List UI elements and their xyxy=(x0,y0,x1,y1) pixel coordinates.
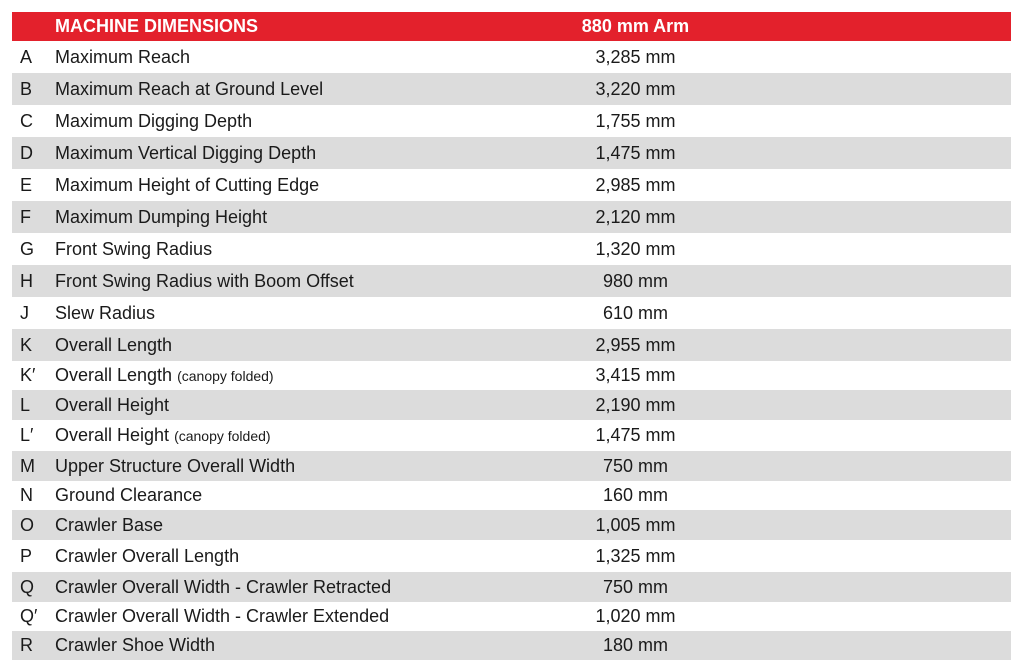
row-letter: L xyxy=(20,394,31,415)
row-value: 750 mm xyxy=(602,576,669,597)
row-value: 1,320 mm xyxy=(595,238,676,259)
row-value: 3,285 mm xyxy=(595,46,676,67)
row-label: Slew Radius xyxy=(55,302,156,323)
row-label-cell xyxy=(55,111,560,132)
row-label-cell xyxy=(55,47,560,68)
row-label: Crawler Overall Width - Crawler Extended xyxy=(55,606,390,626)
row-letter: K′ xyxy=(20,365,36,385)
row-label: Overall Length xyxy=(55,334,173,355)
row-label: Front Swing Radius xyxy=(55,238,213,259)
row-letter: P xyxy=(20,545,33,566)
row-label-cell xyxy=(55,79,560,100)
row-label-cell xyxy=(55,546,560,567)
table-row xyxy=(12,201,1011,233)
table-row xyxy=(12,41,1011,73)
row-label-cell xyxy=(55,207,560,228)
table-body xyxy=(12,41,1011,660)
row-label-cell xyxy=(55,143,560,164)
row-label: Maximum Reach at Ground Level xyxy=(55,78,324,99)
row-letter: G xyxy=(20,238,35,259)
row-label: Crawler Overall Length xyxy=(55,545,240,566)
row-label-cell xyxy=(55,365,560,386)
row-value: 1,325 mm xyxy=(595,545,676,566)
table-row xyxy=(12,361,1011,390)
table-row xyxy=(12,105,1011,137)
row-label-cell xyxy=(55,606,560,627)
row-label: Upper Structure Overall Width xyxy=(55,455,296,476)
table-row xyxy=(12,602,1011,631)
row-value: 1,475 mm xyxy=(595,142,676,163)
row-letter: D xyxy=(20,142,33,163)
table-row xyxy=(12,233,1011,265)
row-value: 750 mm xyxy=(602,455,669,476)
table-row xyxy=(12,297,1011,329)
row-label: Maximum Dumping Height xyxy=(55,206,268,227)
row-label-cell xyxy=(55,577,560,598)
row-letter: B xyxy=(20,78,33,99)
row-value: 180 mm xyxy=(602,635,669,655)
table-row xyxy=(12,137,1011,169)
table-row xyxy=(12,265,1011,297)
row-letter: H xyxy=(20,270,33,291)
row-value: 610 mm xyxy=(602,302,669,323)
row-label: Ground Clearance xyxy=(55,485,203,505)
row-label-cell xyxy=(55,239,560,260)
dimensions-table xyxy=(12,12,1011,660)
table-row xyxy=(12,631,1011,660)
row-note: (canopy folded) xyxy=(177,368,274,384)
row-letter: L′ xyxy=(20,425,34,445)
row-label-cell xyxy=(55,456,560,477)
header-column: 880 mm Arm xyxy=(581,16,690,36)
row-value: 1,005 mm xyxy=(595,514,676,535)
row-letter: R xyxy=(20,635,33,655)
row-value: 1,020 mm xyxy=(595,606,676,626)
row-value: 2,955 mm xyxy=(595,334,676,355)
row-label: Crawler Overall Width - Crawler Retracted xyxy=(55,576,392,597)
row-label: Overall Height xyxy=(55,394,170,415)
row-label: Overall Height xyxy=(55,425,170,445)
table-row xyxy=(12,329,1011,361)
row-value: 2,985 mm xyxy=(595,174,676,195)
table-row xyxy=(12,73,1011,105)
row-label: Front Swing Radius with Boom Offset xyxy=(55,270,354,291)
row-letter: C xyxy=(20,110,33,131)
table-row xyxy=(12,540,1011,572)
row-label-cell xyxy=(55,271,560,292)
row-label: Maximum Digging Depth xyxy=(55,110,253,131)
row-label: Crawler Shoe Width xyxy=(55,635,216,655)
row-letter: N xyxy=(20,485,33,505)
row-label-cell xyxy=(55,175,560,196)
row-value: 1,755 mm xyxy=(595,110,676,131)
table-row xyxy=(12,481,1011,510)
row-letter: O xyxy=(20,514,35,535)
row-value: 1,475 mm xyxy=(595,425,676,445)
row-value: 980 mm xyxy=(602,270,669,291)
row-label: Overall Length xyxy=(55,365,173,385)
row-value: 160 mm xyxy=(602,485,669,505)
row-value: 3,220 mm xyxy=(595,78,676,99)
row-letter: Q′ xyxy=(20,606,38,626)
row-label-cell xyxy=(55,485,560,506)
header-title: MACHINE DIMENSIONS xyxy=(55,16,259,36)
table-row xyxy=(12,572,1011,602)
row-label: Crawler Base xyxy=(55,514,164,535)
table-row xyxy=(12,451,1011,481)
table-row xyxy=(12,510,1011,540)
row-letter: E xyxy=(20,174,33,195)
row-label: Maximum Vertical Digging Depth xyxy=(55,142,317,163)
row-letter: A xyxy=(20,46,33,67)
row-letter: F xyxy=(20,206,31,227)
table-row xyxy=(12,390,1011,420)
row-note: (canopy folded) xyxy=(174,428,271,444)
row-value: 2,190 mm xyxy=(595,394,676,415)
row-letter: K xyxy=(20,334,33,355)
row-value: 3,415 mm xyxy=(595,365,676,385)
row-label-cell xyxy=(55,335,560,356)
row-letter: J xyxy=(20,302,29,323)
row-label-cell xyxy=(55,303,560,324)
table-row xyxy=(12,169,1011,201)
row-letter: M xyxy=(20,455,35,476)
row-letter: Q xyxy=(20,576,35,597)
table-row xyxy=(12,420,1011,451)
row-label-cell xyxy=(55,395,560,416)
row-label-cell xyxy=(55,425,560,446)
row-label-cell xyxy=(55,515,560,536)
table-header xyxy=(12,12,1011,41)
row-label: Maximum Reach xyxy=(55,46,191,67)
row-label-cell xyxy=(55,635,560,656)
row-value: 2,120 mm xyxy=(595,206,676,227)
row-label: Maximum Height of Cutting Edge xyxy=(55,174,320,195)
